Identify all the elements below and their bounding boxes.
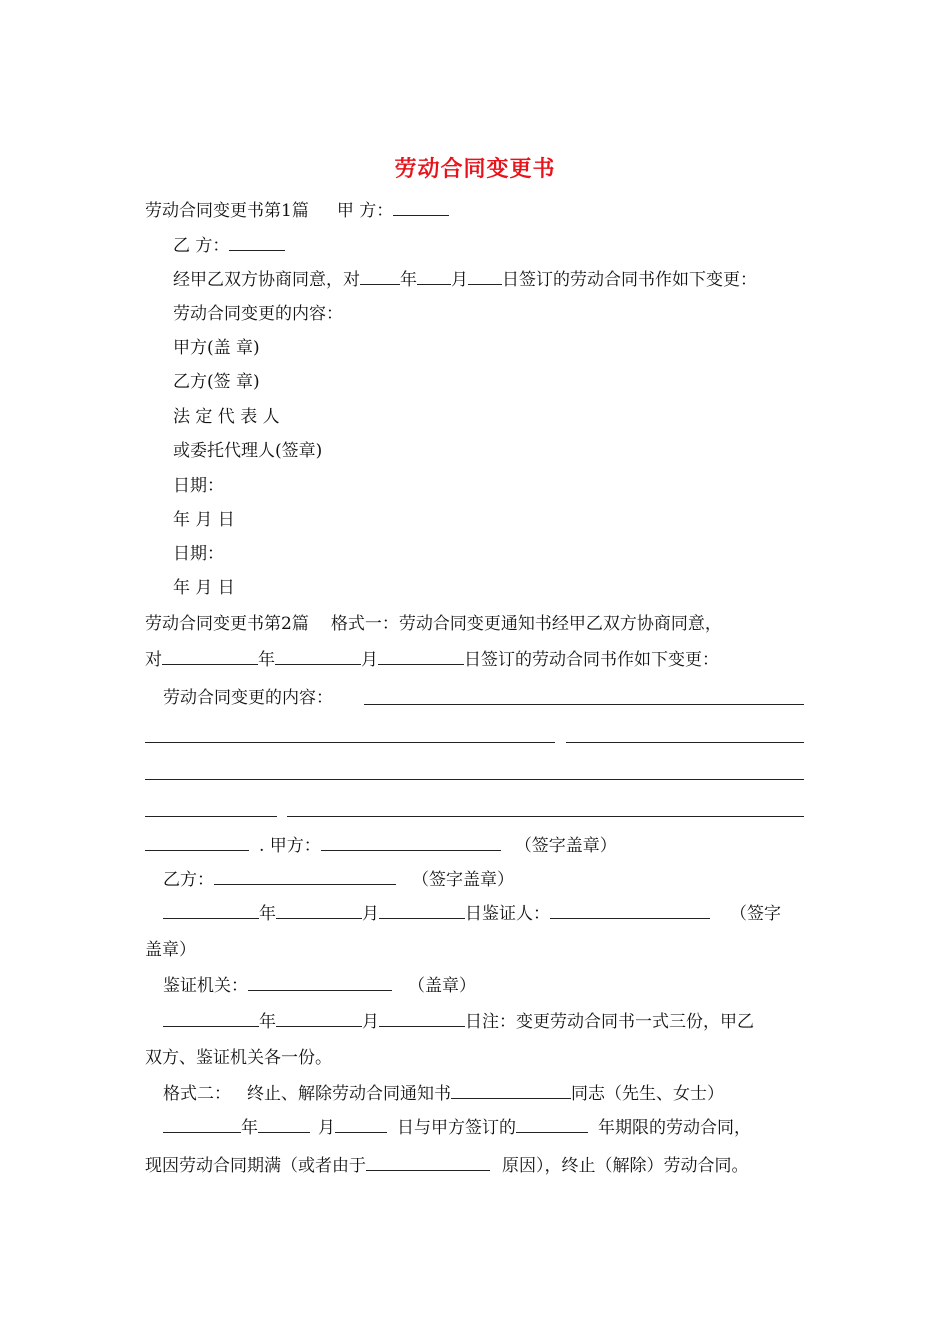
authority-label: 鉴证机关： — [163, 976, 248, 996]
reason-prefix: 现因劳动合同期满（或者由于 — [145, 1156, 366, 1176]
part1-legal-rep: 法 定 代 表 人 — [173, 407, 280, 427]
part2-heading: 劳动合同变更书第2篇 — [145, 614, 309, 634]
content-rule-3 — [145, 779, 804, 780]
month-label: 月 — [451, 270, 468, 290]
part1-first-line — [145, 199, 449, 223]
party-b-blank — [229, 234, 285, 251]
part2-note-line — [163, 1010, 754, 1034]
part1-agent: 或委托代理人(签章) — [173, 441, 323, 461]
comrade-blank — [451, 1082, 571, 1099]
note-month-label: 月 — [362, 1012, 379, 1032]
part1-party-b-label: 乙 方： — [173, 236, 230, 256]
term-day-suffix: 日与甲方签订的 — [397, 1118, 516, 1138]
part2-authority-line — [163, 974, 476, 998]
part2-verify-line — [163, 902, 781, 926]
part1-ymd-2: 年 月 日 — [173, 578, 235, 598]
format2-label: 格式二： — [163, 1084, 231, 1104]
note-month-blank — [276, 1010, 362, 1027]
term-year-blank — [163, 1116, 241, 1133]
term-year-label: 年 — [241, 1118, 258, 1138]
year-blank — [162, 648, 258, 665]
year-label: 年 — [258, 650, 275, 670]
month-blank — [417, 268, 451, 285]
verifier-blank — [550, 902, 710, 919]
content-rule-2b — [566, 742, 804, 743]
note-year-label: 年 — [259, 1012, 276, 1032]
term-day-blank — [335, 1116, 387, 1133]
verify-seal-1: （签字 — [730, 904, 781, 924]
term-length-blank — [516, 1116, 588, 1133]
day-blank — [468, 268, 502, 285]
part2-first-line — [145, 612, 722, 636]
note-prefix: 日注：变更劳动合同书一式三份，甲乙 — [465, 1012, 754, 1032]
verify-day-blank — [379, 902, 465, 919]
content-rule-4b — [287, 816, 804, 817]
part1-heading: 劳动合同变更书第1篇 — [145, 201, 309, 221]
content-end-blank — [145, 834, 249, 851]
part2-date-line — [145, 648, 719, 672]
content-rule-1 — [364, 704, 804, 705]
party-b-sign-blank — [214, 868, 396, 885]
term-month-blank — [258, 1116, 310, 1133]
part1-date-2: 日期： — [173, 544, 224, 564]
note-suffix: 双方、鉴证机关各一份。 — [145, 1048, 332, 1068]
month-label: 月 — [361, 650, 378, 670]
agreement-suffix: 日签订的劳动合同书作如下变更： — [502, 270, 757, 290]
signed-suffix: 日签订的劳动合同书作如下变更： — [464, 650, 719, 670]
dui-label: 对 — [145, 650, 162, 670]
year-blank — [360, 268, 400, 285]
verify-prefix: 日鉴证人： — [465, 904, 550, 924]
part1-seal-b: 乙方(签 章) — [173, 372, 260, 392]
term-month-label: 月 — [318, 1118, 335, 1138]
reason-blank — [366, 1154, 490, 1171]
term-label: 年期限的劳动合同， — [598, 1118, 751, 1138]
verify-seal-2: 盖章） — [145, 940, 196, 960]
part2-party-a-line — [145, 834, 617, 858]
content-rule-2a — [145, 742, 555, 743]
comrade-label: 同志（先生、女士） — [571, 1084, 724, 1104]
part1-date-1: 日期： — [173, 476, 224, 496]
note-day-blank — [379, 1010, 465, 1027]
document-title: 劳动合同变更书 — [394, 156, 556, 182]
content-rule-4a — [145, 816, 277, 817]
format2-title: 终止、解除劳动合同通知书 — [247, 1084, 451, 1104]
part1-seal-a: 甲方(盖 章) — [173, 338, 260, 358]
part2-party-b-line — [163, 868, 514, 892]
party-b-label: 乙方： — [163, 870, 214, 890]
month-blank — [275, 648, 361, 665]
party-a-sign-seal: （签字盖章） — [514, 836, 617, 856]
agreement-prefix: 经甲乙双方协商同意，对 — [173, 270, 360, 290]
part2-reason-line — [145, 1154, 749, 1178]
verify-year-label: 年 — [259, 904, 276, 924]
authority-blank — [248, 974, 392, 991]
part1-content-label: 劳动合同变更的内容： — [173, 304, 343, 324]
note-year-blank — [163, 1010, 259, 1027]
part2-format2-line — [163, 1082, 724, 1106]
party-a-label: . 甲方： — [259, 836, 321, 856]
part2-format1: 格式一：劳动合同变更通知书经甲乙双方协商同意， — [330, 614, 722, 634]
part2-content-label: 劳动合同变更的内容： — [163, 688, 333, 708]
part1-party-b-line — [173, 234, 285, 258]
authority-seal: （盖章） — [408, 976, 476, 996]
verify-month-label: 月 — [362, 904, 379, 924]
party-b-sign-seal: （签字盖章） — [412, 870, 514, 890]
party-a-blank — [393, 199, 449, 216]
verify-year-blank — [163, 902, 259, 919]
verify-month-blank — [276, 902, 362, 919]
party-a-sign-blank — [321, 834, 501, 851]
part1-party-a-label: 甲 方： — [336, 201, 394, 221]
year-label: 年 — [400, 270, 417, 290]
day-blank — [378, 648, 464, 665]
part2-term-line — [163, 1116, 751, 1140]
part1-ymd-1: 年 月 日 — [173, 510, 235, 530]
part1-agreement-line — [173, 268, 757, 292]
reason-suffix: 原因），终止（解除）劳动合同。 — [502, 1156, 749, 1176]
